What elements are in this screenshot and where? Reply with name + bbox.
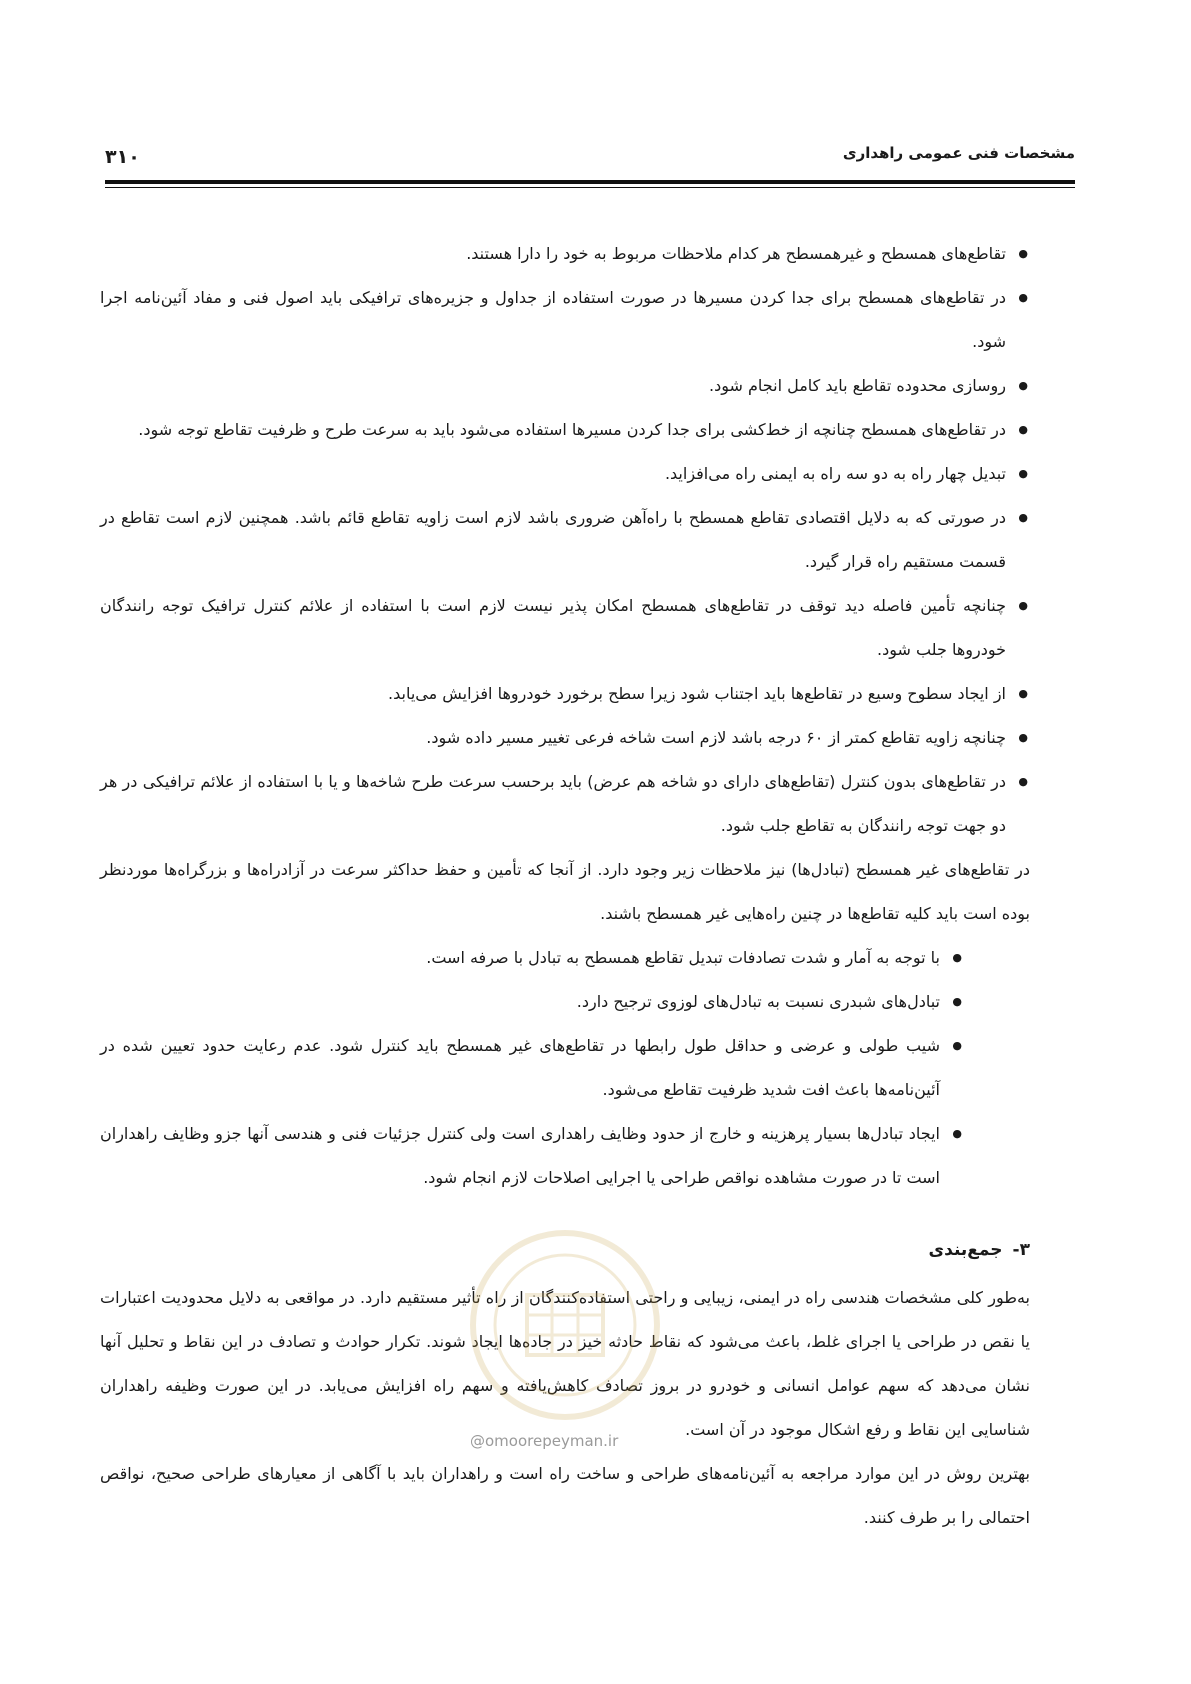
list-item: ● چنانچه تأمین فاصله دید توقف در تقاطع‌های همسطح امکان پذیر نیست لازم است با استفاده از علائم کنترل ترافیک توجه رانندگان خودروها جلب شود.: [100, 584, 1030, 672]
page-number: ۳۱۰: [105, 146, 140, 168]
summary-paragraph: بهترین روش در این موارد مراجعه به آئین‌نامه‌های طراحی و ساخت راه است و راهداران باید با آگاهی از معیارهای طراحی صحیح، نواقص احتمالی را بر طرف کنند.: [100, 1464, 1030, 1527]
interchange-bullet-list: [100, 936, 1030, 1200]
list-item: ● تبدیل چهار راه به دو سه راه به ایمنی راه می‌افزاید.: [100, 452, 1030, 496]
list-item: ● در تقاطع‌های همسطح چنانچه از خط‌کشی برای جدا کردن مسیرها استفاده می‌شود باید به سرعت طرح و ظرفیت تقاطع توجه شود.: [100, 408, 1030, 452]
watermark-url: @omoorepeyman.ir: [470, 1432, 619, 1450]
running-title: مشخصات فنی عمومی راهداری: [842, 144, 1075, 162]
list-item: ● روسازی محدوده تقاطع باید کامل انجام شود.: [100, 364, 1030, 408]
section-title: جمع‌بندی: [928, 1240, 1003, 1260]
list-item: ● در تقاطع‌های همسطح برای جدا کردن مسیرها در صورت استفاده از جداول و جزیره‌های ترافیکی باید اصول فنی و مفاد آئین‌نامه اجرا شود.: [100, 276, 1030, 364]
watermark-logo-icon: [465, 1225, 665, 1425]
summary-paragraph: به‌طور کلی مشخصات هندسی راه در ایمنی، زیبایی و راحتی استفاده‌کنندگان از راه تأثیر مستقیم دارد. در مواقعی به دلایل محدودیت اعتبارات یا نقص در طراحی یا اجرای غلط، باعث می‌شود که نقاط حادثه خیز در جاده‌ها ایجاد شوند. تکرار حوادث و تصادف در این نقاط و تحلیل آنها نشان می‌دهد که سهم عوامل انسانی و خودرو در بروز تصادف کاهش‌یافته و سهم راه افزایش می‌یابد. در این صورت وظیفه راهداران شناسایی این نقاط و رفع اشکال موجود در آن است.: [100, 1288, 1030, 1439]
page-header: [105, 138, 1075, 178]
list-item: ● در صورتی که به دلایل اقتصادی تقاطع همسطح با راه‌آهن ضروری باشد لازم است زاویه تقاطع قائم باشد. همچنین لازم است تقاطع در قسمت مستقیم راه قرار گیرد.: [100, 496, 1030, 584]
list-item: ● از ایجاد سطوح وسیع در تقاطع‌ها باید اجتناب شود زیرا سطح برخورد خودروها افزایش می‌یابد.: [100, 672, 1030, 716]
list-item: ● تقاطع‌های همسطح و غیرهمسطح هر کدام ملاحظات مربوط به خود را دارا هستند.: [100, 232, 1030, 276]
list-item: ● شیب طولی و عرضی و حداقل طول رابطها در تقاطع‌های غیر همسطح باید کنترل شود. عدم رعایت حدود تعیین شده در آئین‌نامه‌ها باعث افت شدید ظرفیت تقاطع می‌شود.: [100, 1024, 1030, 1112]
list-item: ● تبادل‌های شبدری نسبت به تبادل‌های لوزوی ترجیح دارد.: [100, 980, 1030, 1024]
list-item: ● با توجه به آمار و شدت تصادفات تبدیل تقاطع همسطح به تبادل با صرفه است.: [100, 936, 1030, 980]
list-item: ● در تقاطع‌های بدون کنترل (تقاطع‌های دارای دو شاخه هم عرض) باید برحسب سرعت طرح شاخه‌ها و یا با استفاده از علائم ترافیکی در هر دو جهت توجه رانندگان به تقاطع جلب شود.: [100, 760, 1030, 848]
interchange-intro-paragraph: در تقاطع‌های غیر همسطح (تبادل‌ها) نیز ملاحظات زیر وجود دارد. از آنجا که تأمین و حفظ حداکثر سرعت در آزادراه‌ها و بزرگراه‌ها مورد‌نظر بوده است باید کلیه تقاطع‌ها در چنین راه‌هایی غیر همسطح باشند.: [100, 860, 1030, 923]
header-rule-thin: [105, 187, 1075, 188]
section-number: ۳-: [1012, 1240, 1030, 1260]
list-item: ● ایجاد تبادل‌ها بسیار پرهزینه و خارج از حدود وظایف راهداری است ولی کنترل جزئیات فنی و هندسی آنها جزو وظایف راهداران است تا در صورت مشاهده نواقص طراحی یا اجرایی اصلاحات لازم انجام شود.: [100, 1112, 1030, 1200]
intersection-bullet-list: [100, 232, 1030, 848]
list-item: ● چنانچه زاویه تقاطع کمتر از ۶۰ درجه باشد لازم است شاخه فرعی تغییر مسیر داده شود.: [100, 716, 1030, 760]
header-rule-thick: [105, 180, 1075, 184]
